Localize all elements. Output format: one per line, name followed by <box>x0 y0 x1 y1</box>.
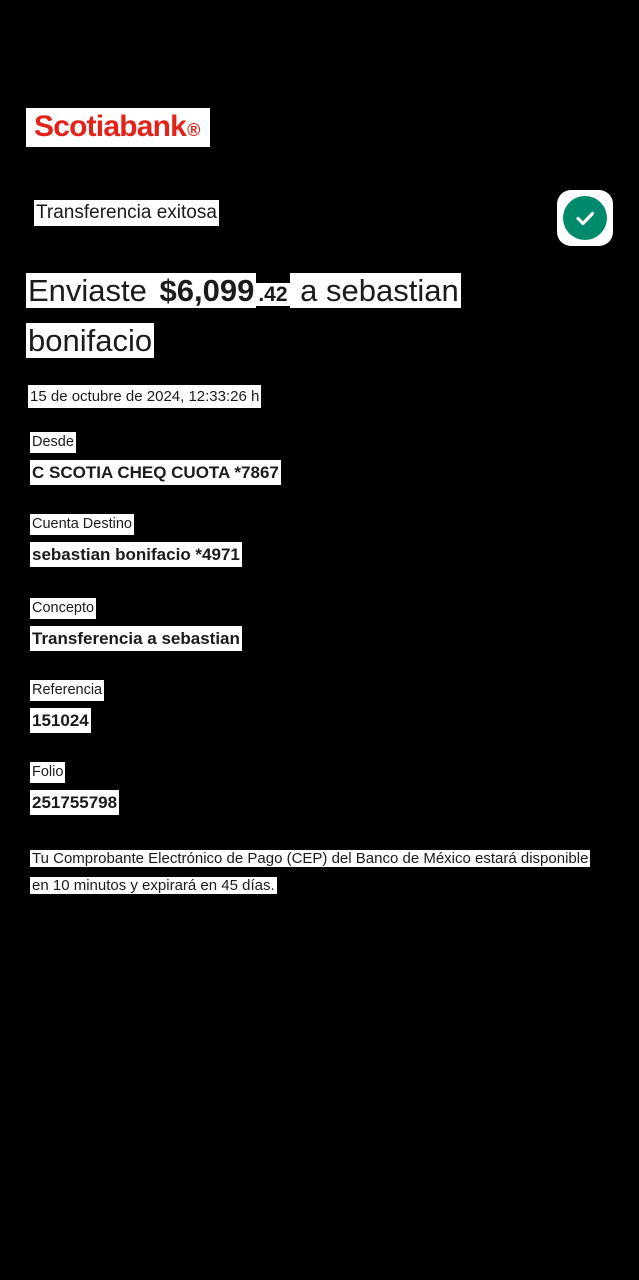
field-cuenta-destino-value: sebastian bonifacio *4971 <box>30 542 242 567</box>
page-title <box>26 268 539 364</box>
headline-prefix: Enviaste <box>28 273 156 308</box>
field-cuenta-destino <box>30 514 242 567</box>
field-folio <box>30 762 119 815</box>
transaction-timestamp: 15 de octubre de 2024, 12:33:26 h <box>28 385 261 408</box>
field-desde-label: Desde <box>30 432 76 453</box>
registered-mark-icon: ® <box>187 120 201 140</box>
headline-amount: $6,099 <box>159 273 255 308</box>
field-folio-value: 251755798 <box>30 790 119 815</box>
field-desde <box>30 432 281 485</box>
cep-disclaimer-text: Tu Comprobante Electrónico de Pago (CEP) del Banco de México estará disponible en 10 minutos y expirará en 45 días. <box>32 850 589 894</box>
field-concepto-value: Transferencia a sebastian <box>30 626 242 651</box>
status-badge: Transferencia exitosa <box>34 200 219 226</box>
cep-disclaimer <box>30 845 605 899</box>
field-folio-label: Folio <box>30 762 65 783</box>
field-desde-value: C SCOTIA CHEQ CUOTA *7867 <box>30 460 281 485</box>
headline-recipient: a sebastian bonifacio <box>28 273 459 358</box>
field-referencia-label: Referencia <box>30 680 104 701</box>
field-concepto-label: Concepto <box>30 598 96 619</box>
field-cuenta-destino-label: Cuenta Destino <box>30 514 134 535</box>
status-row <box>26 190 613 248</box>
success-check-badge <box>557 190 613 246</box>
check-circle-icon <box>563 196 607 240</box>
scotiabank-logo <box>26 108 210 147</box>
field-referencia-value: 151024 <box>30 708 91 733</box>
brand-name: Scotiabank <box>34 110 187 143</box>
field-concepto <box>30 598 242 651</box>
field-referencia <box>30 680 104 733</box>
headline-cents: .42 <box>258 283 288 306</box>
